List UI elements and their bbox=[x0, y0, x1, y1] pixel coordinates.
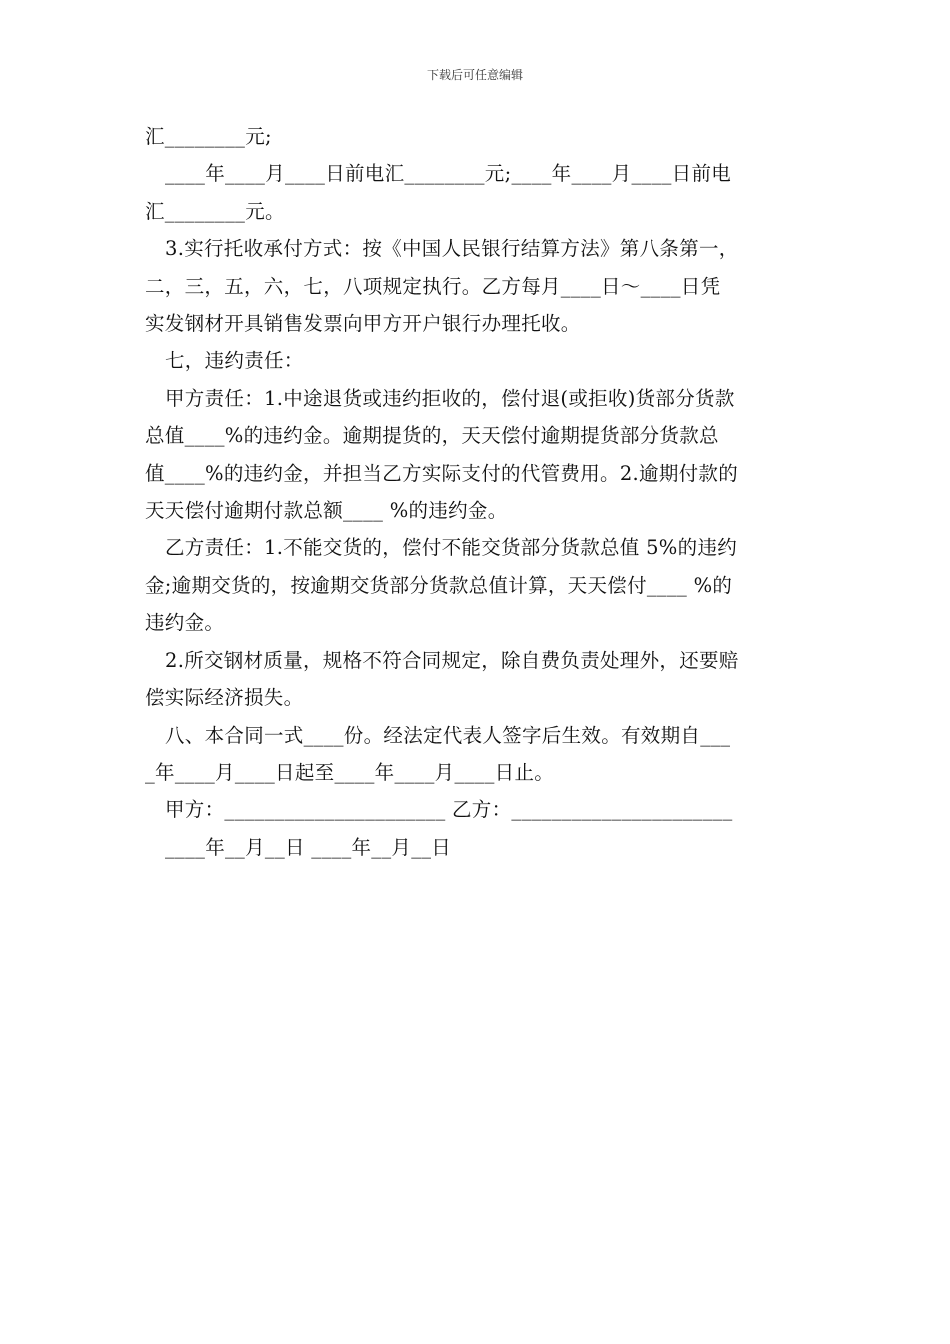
signature-parties: 甲方：______________________ 乙方：______________________ bbox=[165, 798, 733, 822]
contract-body bbox=[145, 118, 807, 866]
signature-dates: ____年__月__日 ____年__月__日 bbox=[165, 835, 452, 859]
text-line-2: ____年____月____日前电汇________元;____年____月____日前电 bbox=[165, 162, 732, 186]
text-line-15: 2.所交钢材质量，规格不符合同规定，除自费负责处理外，还要赔 bbox=[165, 648, 739, 672]
text-line-9: 总值____%的违约金。逾期提货的，天天偿付逾期提货部分货款总 bbox=[145, 424, 719, 448]
text-line-10: 值____%的违约金，并担当乙方实际支付的代管费用。2.逾期付款的 bbox=[145, 461, 739, 485]
text-line-16: 偿实际经济损失。 bbox=[145, 686, 304, 710]
page-header-note: 下载后可任意编辑 bbox=[426, 68, 523, 82]
text-line-17: 八、本合同一式____份。经法定代表人签字后生效。有效期自___ bbox=[165, 723, 731, 747]
text-line-8: 甲方责任：1.中途退货或违约拒收的，偿付退(或拒收)货部分货款 bbox=[165, 386, 735, 410]
text-line-14: 违约金。 bbox=[145, 611, 225, 635]
text-line-6: 实发钢材开具销售发票向甲方开户银行办理托收。 bbox=[145, 312, 581, 336]
section-heading-breach: 七，违约责任： bbox=[165, 349, 304, 373]
text-line-12: 乙方责任：1.不能交货的，偿付不能交货部分货款总值 5%的违约 bbox=[165, 536, 738, 560]
text-line-11: 天天偿付逾期付款总额____ %的违约金。 bbox=[145, 499, 508, 523]
text-line-3: 汇________元。 bbox=[145, 199, 285, 223]
text-line-1: 汇________元; bbox=[145, 125, 272, 148]
text-line-4: 3.实行托收承付方式：按《中国人民银行结算方法》第八条第一， bbox=[165, 237, 739, 261]
text-line-13: 金;逾期交货的，按逾期交货部分货款总值计算，天天偿付____ %的 bbox=[145, 573, 733, 597]
text-line-5: 二，三，五，六，七，八项规定执行。乙方每月____日～____日凭 bbox=[145, 274, 721, 298]
text-line-18: _年____月____日起至____年____月____日止。 bbox=[145, 760, 555, 784]
